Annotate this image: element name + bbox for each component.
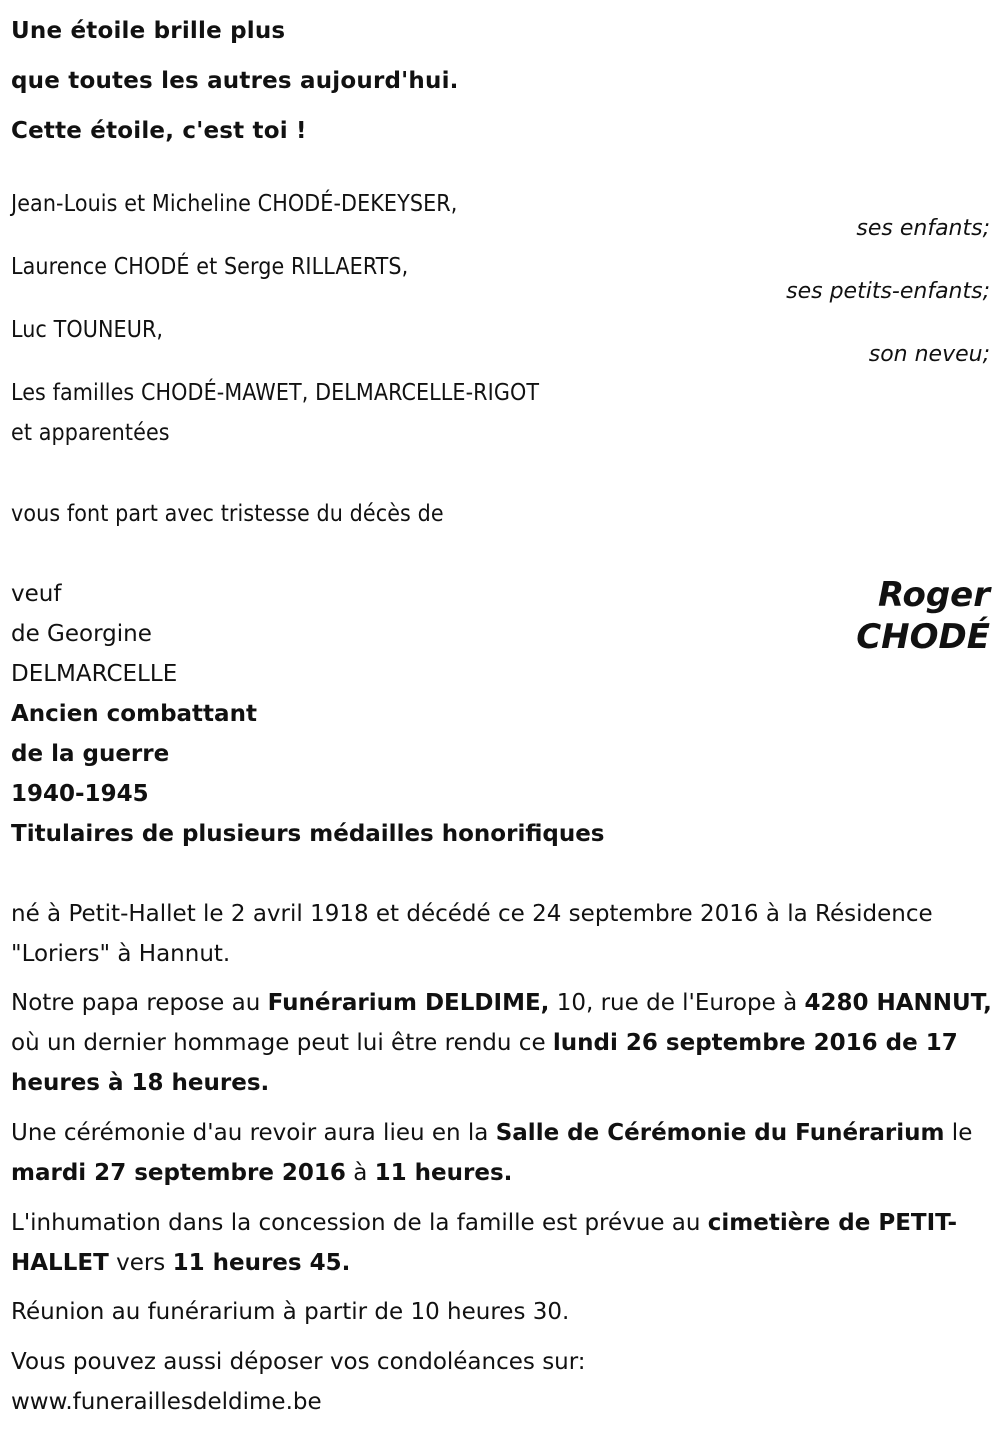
honors-line: de la guerre: [11, 741, 170, 767]
ceremony-date: mardi 27 septembre 2016: [11, 1160, 346, 1186]
family-grandchildren-relation: ses petits-enfants;: [786, 279, 990, 304]
funeral-home-name: Funérarium DELDIME,: [267, 990, 550, 1016]
honors-line: 1940-1945: [11, 781, 149, 807]
family-children-names: Jean-Louis et Micheline CHODÉ-DEKEYSER,: [11, 191, 458, 217]
ceremony-venue: Salle de Cérémonie du Funérarium: [495, 1120, 945, 1146]
family-nephew-names: Luc TOUNEUR,: [11, 317, 164, 343]
text: Une cérémonie d'au revoir aura lieu en la: [11, 1120, 496, 1146]
text: 10, rue de l'Europe à: [549, 990, 805, 1016]
text: L'inhumation dans la concession de la famille est prévue au: [11, 1210, 708, 1236]
honors-line: Ancien combattant: [11, 701, 257, 727]
deceased-details: [11, 574, 605, 854]
text: à: [345, 1160, 375, 1186]
family-nephew-relation: son neveu;: [868, 342, 990, 367]
text: vers: [108, 1250, 173, 1276]
announcement-text: vous font part avec tristesse du décès de: [11, 501, 444, 527]
cemetery-name: cimetière de PETIT-HALLET: [11, 1210, 958, 1276]
family-other-names-cont: et apparentées: [11, 420, 170, 446]
text: Notre papa repose au: [11, 990, 268, 1016]
ceremony-paragraph: [11, 1113, 996, 1193]
city: 4280 HANNUT,: [804, 990, 992, 1016]
poem-line: que toutes les autres aujourd'hui.: [11, 68, 459, 94]
condolences-link[interactable]: www.funeraillesdeldime.be: [11, 1389, 322, 1415]
poem-line: Cette étoile, c'est toi !: [11, 118, 307, 144]
poem-line: Une étoile brille plus: [11, 18, 286, 44]
widower-line: DELMARCELLE: [11, 661, 178, 687]
deceased-first-name: Roger: [877, 575, 990, 615]
birth-death-paragraph: né à Petit-Hallet le 2 avril 1918 et décédé ce 24 septembre 2016 à la Résidence "Loriers" à Hannut.: [11, 901, 933, 967]
text: le: [944, 1120, 973, 1146]
reunion-paragraph: Réunion au funérarium à partir de 10 heures 30.: [11, 1299, 570, 1325]
burial-time: 11 heures 45.: [172, 1250, 351, 1276]
family-other-names: Les familles CHODÉ-MAWET, DELMARCELLE-RIGOT: [11, 380, 540, 406]
deceased-last-name: CHODÉ: [856, 617, 990, 657]
visitation-datetime: lundi 26 septembre 2016 de 17 heures à 18 heures.: [11, 1030, 958, 1096]
deceased-name: [856, 574, 990, 658]
condolences-text: Vous pouvez aussi déposer vos condoléances sur:: [11, 1349, 586, 1375]
widower-line: de Georgine: [11, 621, 152, 647]
visitation-paragraph: [11, 983, 996, 1103]
text: où un dernier hommage peut lui être rendu ce: [11, 1030, 553, 1056]
family-children-relation: ses enfants;: [856, 216, 990, 241]
honors-line: Titulaires de plusieurs médailles honorifiques: [11, 821, 605, 847]
poem: [11, 6, 459, 156]
family-grandchildren-names: Laurence CHODÉ et Serge RILLAERTS,: [11, 254, 409, 280]
widower-line: veuf: [11, 581, 62, 607]
ceremony-time: 11 heures.: [374, 1160, 513, 1186]
burial-paragraph: [11, 1203, 996, 1283]
